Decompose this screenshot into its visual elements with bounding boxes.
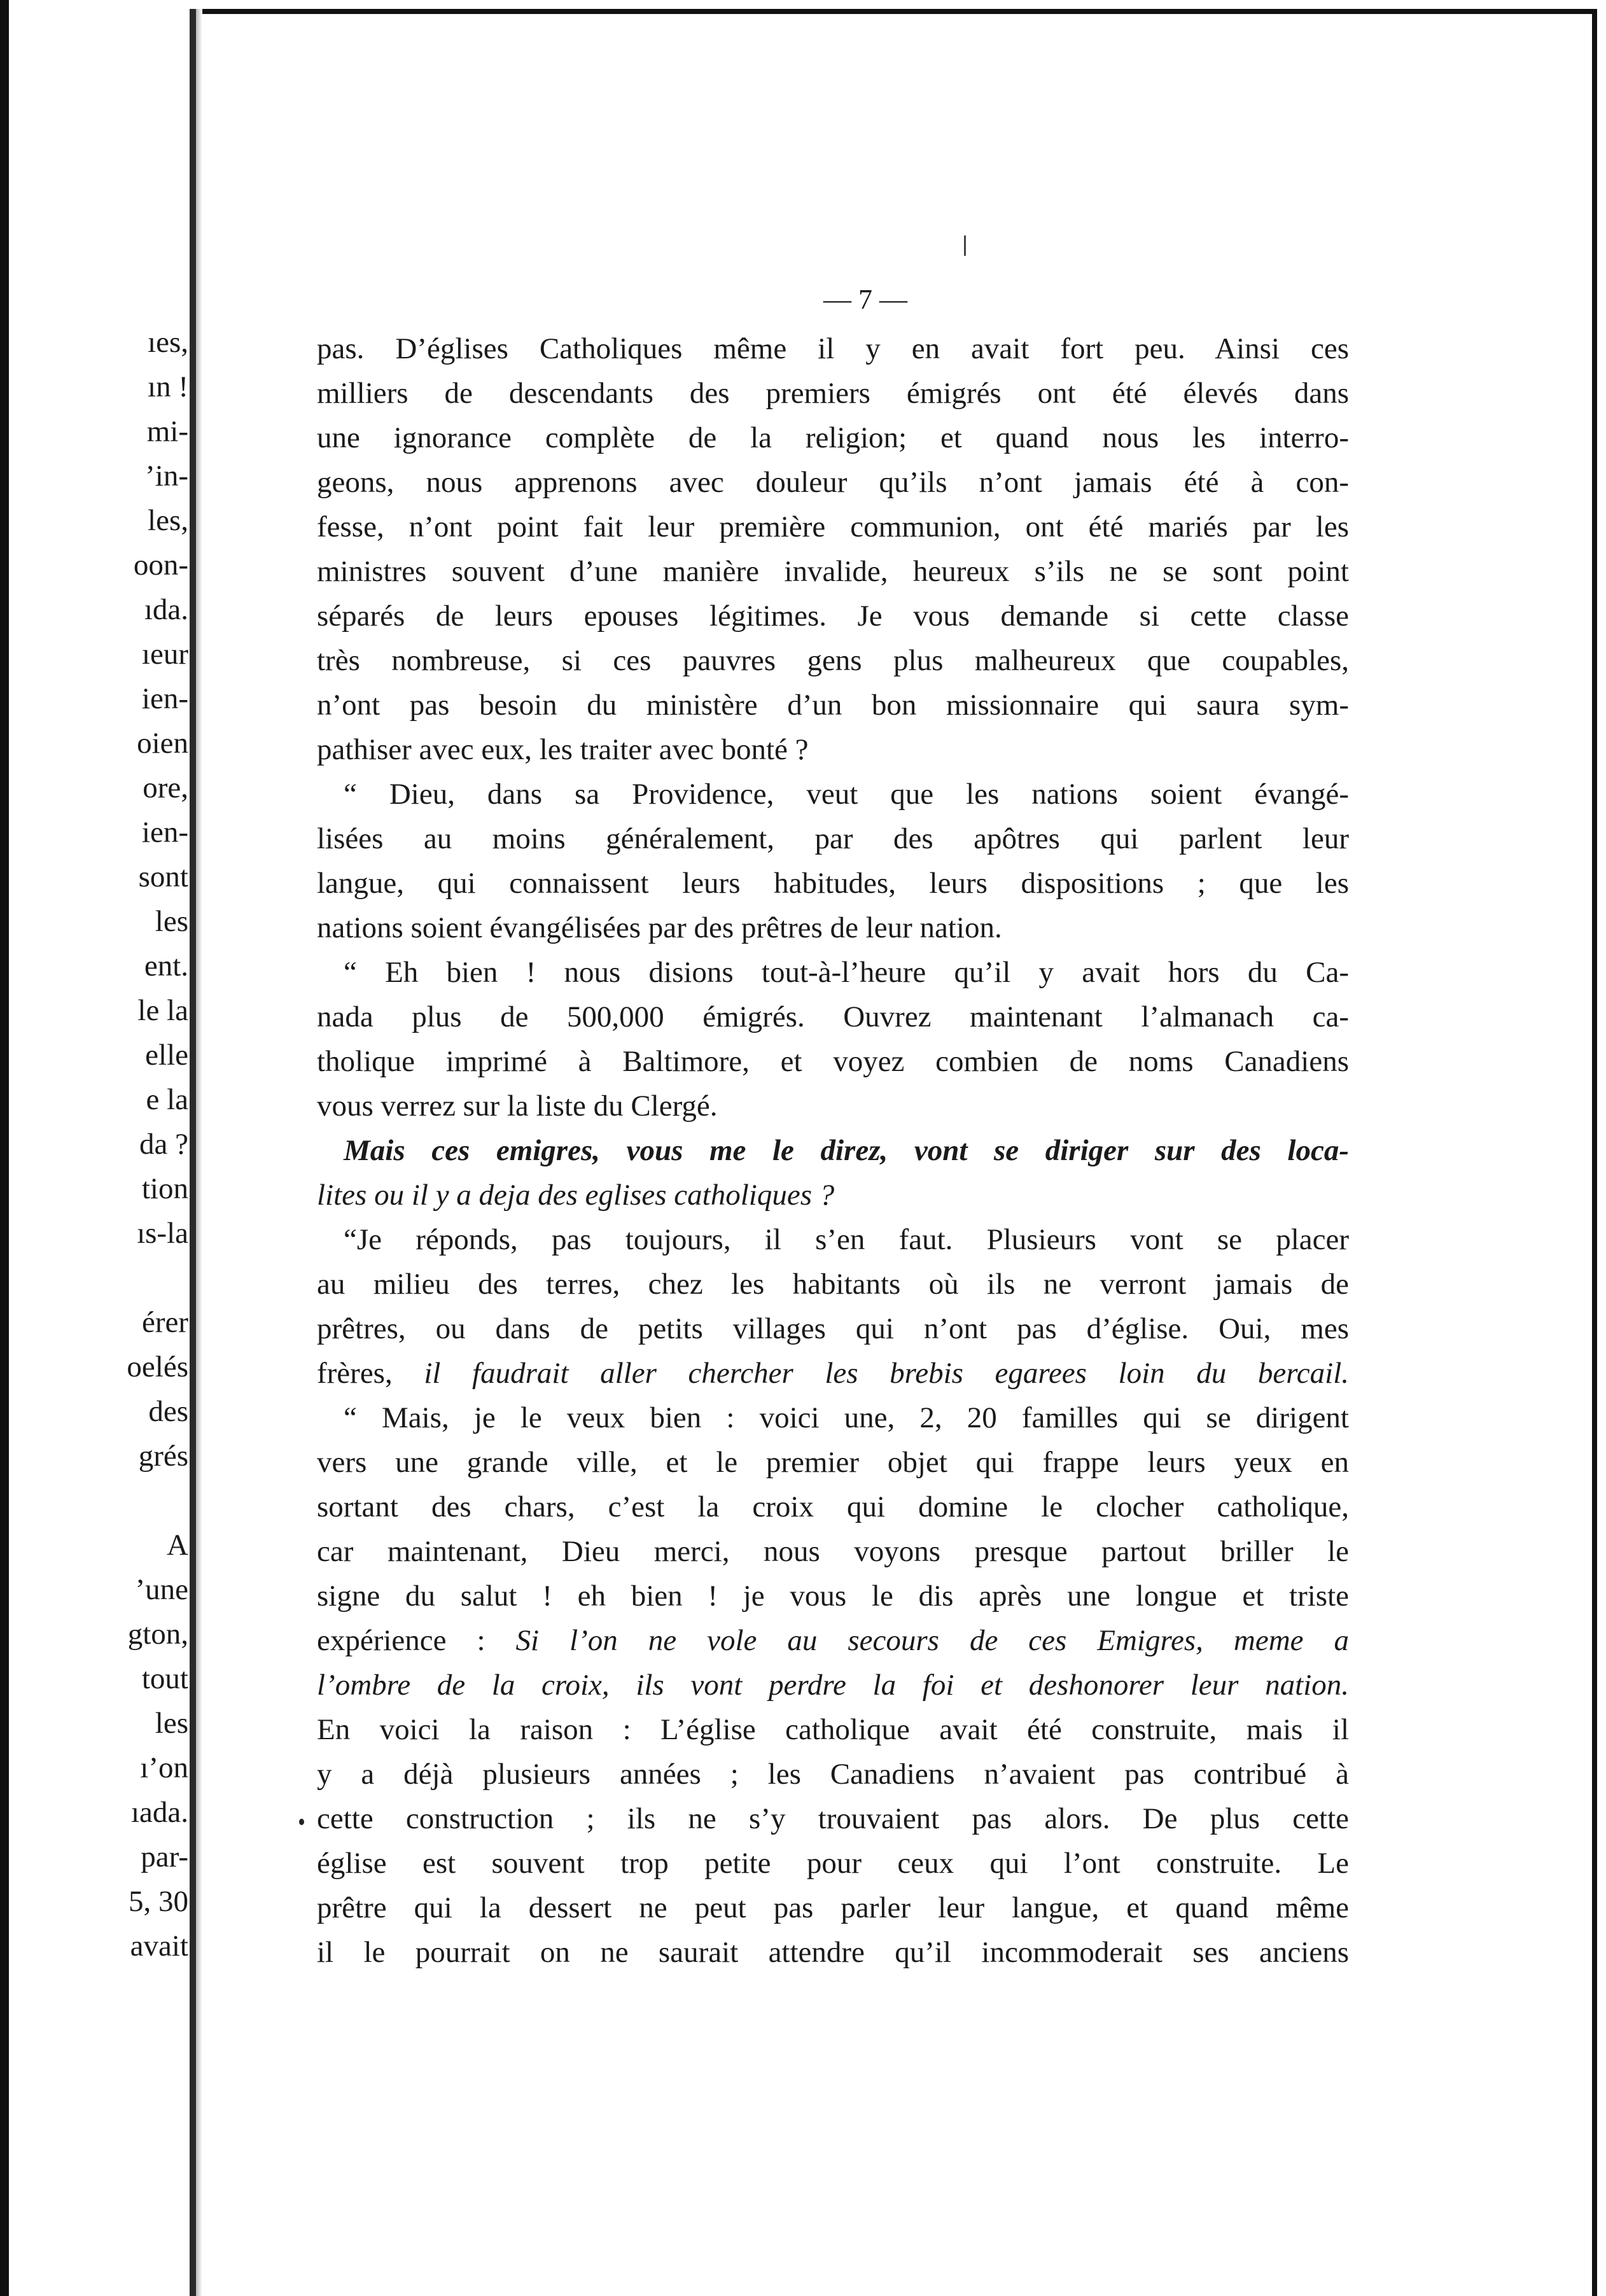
text-line: prêtre qui la dessert ne peut pas parler leur langue, et quand même [317,1891,1349,1924]
text-line: vous verrez sur la liste du Clergé. [317,1089,718,1123]
text-line: au milieu des terres, chez les habitants où ils ne verront jamais de [317,1268,1349,1301]
left-fragment: ın ! [148,370,188,403]
page-gutter [190,9,196,2296]
page-number: — 7 — [823,284,907,315]
gutter-shadow [196,9,202,2296]
scan-border-top [191,9,1597,14]
left-fragment: le la [137,994,188,1027]
text-line: y a déjà plusieurs années ; les Canadiens n’avaient pas contribué à [317,1758,1349,1791]
text-line: “ Mais, je le veux bien : voici une, 2, 20 familles qui se dirigent [344,1401,1349,1434]
italic-text-line: lites ou il y a deja des eglises catholiques ? [317,1179,835,1212]
left-fragment: ıada. [130,1796,188,1829]
text-line: nada plus de 500,000 émigrés. Ouvrez maintenant l’almanach ca- [317,1000,1349,1033]
left-fragment: ien- [141,816,188,849]
text-line: il le pourrait on ne saurait attendre qu’il incommoderait ses anciens [317,1936,1349,1969]
left-fragment: oien [137,727,188,760]
left-fragment: elle [145,1039,188,1072]
left-fragment: tout [141,1662,188,1695]
text-line: vers une grande ville, et le premier objet qui frappe leurs yeux en [317,1446,1349,1479]
left-fragment: oon- [133,549,188,582]
text-line: une ignorance complète de la religion; et quand nous les interro- [317,421,1349,454]
left-fragment: les, [148,504,188,537]
left-fragment: ’une [135,1573,188,1606]
text-line: geons, nous apprenons avec douleur qu’ils n’ont jamais été à con- [317,466,1349,499]
text-line: milliers de descendants des premiers émigrés ont été élevés dans [317,377,1349,410]
left-fragment: oelés [127,1350,188,1383]
left-fragment: 5, 30 [129,1885,188,1918]
left-fragment: ı’on [140,1751,188,1784]
left-fragment: A [167,1529,188,1562]
left-fragment: des [148,1395,188,1428]
italic-text-line: Mais ces emigres, vous me le direz, vont se diriger sur des loca- [344,1134,1349,1167]
italic-span: Si l’on ne vole au secours de ces Emigres, meme a [515,1624,1350,1657]
text-line: séparés de leurs epouses légitimes. Je vous demande si cette classe [317,599,1349,633]
left-fragment: ore, [143,771,188,804]
text-line: tholique imprimé à Baltimore, et voyez combien de noms Canadiens [317,1045,1349,1078]
text-line: car maintenant, Dieu merci, nous voyons presque partout briller le [317,1535,1349,1568]
left-fragment: les [155,905,188,938]
text-line: église est souvent trop petite pour ceux qui l’ont construite. Le [317,1847,1349,1880]
text-line: fesse, n’ont point fait leur première communion, ont été mariés par les [317,510,1349,543]
mixed-text-line [317,1355,1349,1391]
left-fragment: tion [141,1172,188,1205]
left-fragment: ıda. [144,593,188,626]
margin-speck [299,1819,304,1825]
left-fragment: sont [138,860,188,893]
text-span: frères, [317,1357,393,1390]
left-fragment: e la [146,1083,188,1116]
left-fragment: mi- [146,415,188,448]
scan-border-right [1592,9,1597,2296]
text-line: pas. D’églises Catholiques même il y en avait fort peu. Ainsi ces [317,332,1349,365]
left-fragment: ıs-la [137,1217,188,1250]
text-line: très nombreuse, si ces pauvres gens plus malheureux que coupables, [317,644,1349,677]
text-line: nations soient évangélisées par des prêtres de leur nation. [317,911,1002,944]
left-fragment: érer [141,1306,188,1339]
text-line: cette construction ; ils ne s’y trouvaient pas alors. De plus cette [317,1802,1349,1835]
text-line: “Je réponds, pas toujours, il s’en faut. Plusieurs vont se placer [344,1223,1349,1256]
left-fragment: ent. [144,949,188,983]
left-fragment: da ? [139,1128,188,1161]
left-fragment: les [155,1707,188,1740]
left-fragment: avait [130,1929,188,1963]
left-fragment: ıes, [148,326,188,359]
italic-text-line: l’ombre de la croix, ils vont perdre la foi et deshonorer leur nation. [317,1669,1349,1702]
scan-mark [964,235,966,256]
text-line: lisées au moins généralement, par des apôtres qui parlent leur [317,822,1349,855]
text-line: ministres souvent d’une manière invalide, heureux s’ils ne se sont point [317,555,1349,588]
left-fragment: ien- [141,682,188,715]
text-line: pathiser avec eux, les traiter avec bonté ? [317,733,809,766]
text-line: “ Dieu, dans sa Providence, veut que les nations soient évangé- [344,778,1349,811]
left-fragment: ’in- [145,459,188,493]
italic-span: il faudrait aller chercher les brebis egarees loin du bercail. [424,1357,1350,1390]
left-fragment: par- [141,1840,188,1873]
text-line: langue, qui connaissent leurs habitudes, leurs dispositions ; que les [317,867,1349,900]
left-fragment: ıeur [141,638,188,671]
text-line: prêtres, ou dans de petits villages qui n’ont pas d’église. Oui, mes [317,1312,1349,1345]
left-fragment: gton, [127,1618,188,1651]
text-line: “ Eh bien ! nous disions tout-à-l’heure qu’il y avait hors du Ca- [344,956,1349,989]
left-fragment: grés [138,1439,188,1473]
text-line: signe du salut ! eh bien ! je vous le dis après une longue et triste [317,1579,1349,1613]
text-line: En voici la raison : L’église catholique avait été construite, mais il [317,1713,1349,1746]
mixed-text-line [317,1623,1349,1658]
scan-border-left [0,0,9,2296]
text-line: sortant des chars, c’est la croix qui domine le clocher catholique, [317,1490,1349,1523]
text-line: n’ont pas besoin du ministère d’un bon missionnaire qui saura sym- [317,689,1349,722]
text-span: expérience : [317,1624,485,1657]
